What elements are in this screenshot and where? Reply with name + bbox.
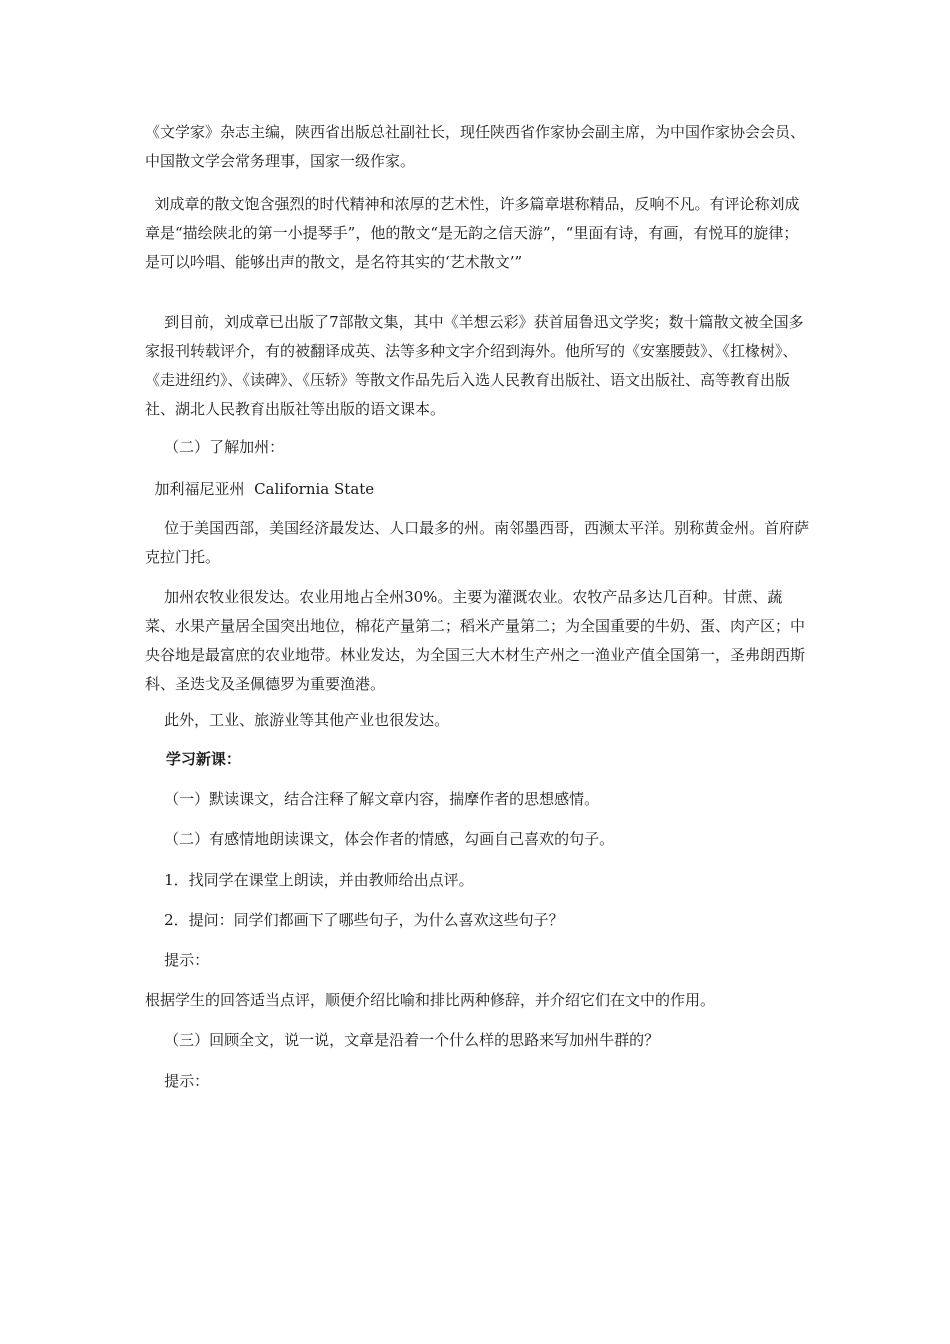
california-name-line: 加利福尼亚州 California State: [145, 480, 375, 498]
step-silent-reading: （一）默读课文，结合注释了解文章内容，揣摩作者的思想感情。: [145, 790, 600, 808]
hint-label-1: 提示：: [145, 951, 210, 969]
step-item-2: 2．提问：同学们都画下了哪些句子，为什么喜欢这些句子？: [145, 911, 564, 929]
paragraph-art-evaluation: 刘成章的散文饱含强烈的时代精神和浓厚的艺术性，许多篇章堪称精品，反响不凡。有评论称刘成章是“描绘陕北的第一小提琴手”，他的散文“是无韵之信天游”，“里面有诗，有画，有悦耳的旋律；是可以吟唱、能够出声的散文，是名符其实的‘艺术散文’”: [145, 195, 800, 271]
step-read-aloud: （二）有感情地朗读课文，体会作者的情感，勾画自己喜欢的句子。: [145, 830, 615, 848]
paragraph-publications: 到目前，刘成章已出版了7部散文集，其中《羊想云彩》获首届鲁迅文学奖；数十篇散文被全国多家报刊转载评介，有的被翻译成英、法等多种文字介绍到海外。他所写的《安塞腰鼓》、《扛椽树》、《走进纽约》、《读碑》、《压轿》等散文作品先后入选人民教育出版社、语文出版社、高等教育出版社、湖北人民教育出版社等出版的语文课本。: [145, 313, 804, 418]
heading-new-lesson: 学习新课：: [145, 750, 241, 768]
paragraph-author-bio: 《文学家》杂志主编，陕西省出版总社副社长，现任陕西省作家协会副主席，为中国作家协会会员、中国散文学会常务理事，国家一级作家。: [145, 123, 806, 170]
paragraph-other-industries: 此外，工业、旅游业等其他产业也很发达。: [145, 711, 450, 729]
section-heading-california: （二）了解加州：: [145, 438, 285, 456]
step-review: （三）回顾全文，说一说，文章是沿着一个什么样的思路来写加州牛群的？: [145, 1031, 660, 1049]
paragraph-california-location: 位于美国西部，美国经济最发达、人口最多的州。南邻墨西哥，西濒太平洋。别称黄金州。首府萨克拉门托。: [145, 519, 810, 566]
paragraph-california-agriculture: 加州农牧业很发达。农业用地占全州30%。主要为灌溉农业。农牧产品多达几百种。甘蔗、蔬菜、水果产量居全国突出地位，棉花产量第二；稻米产量第二；为全国重要的牛奶、蛋、肉产区；中央谷地是最富庶的农业地带。林业发达，为全国三大木材生产州之一渔业产值全国第一，圣弗朗西斯科、圣迭戈及圣佩德罗为重要渔港。: [145, 588, 806, 693]
hint-content: 根据学生的回答适当点评，顺便介绍比喻和排比两种修辞，并介绍它们在文中的作用。: [145, 991, 716, 1009]
hint-label-2: 提示：: [145, 1072, 210, 1090]
step-item-1: 1．找同学在课堂上朗读，并由教师给出点评。: [145, 871, 474, 889]
